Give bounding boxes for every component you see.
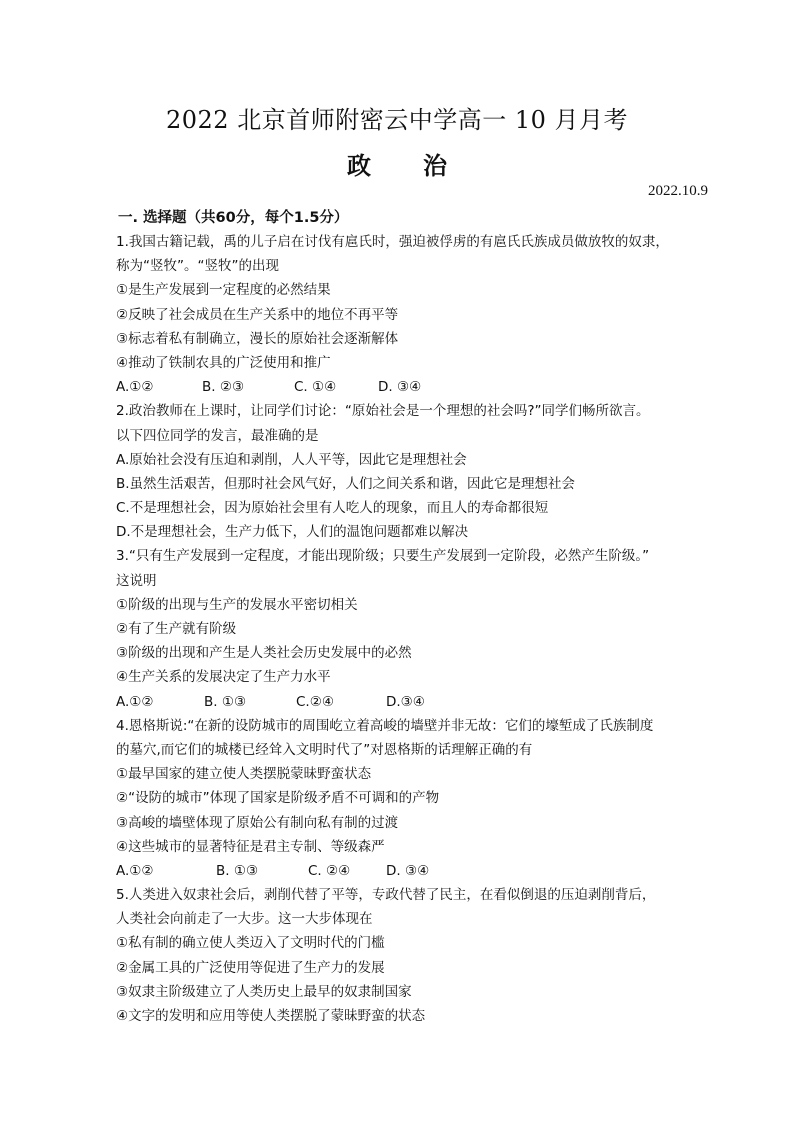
question-item: B.虽然生活艰苦，但那时社会风气好，人们之间关系和谐，因此它是理想社会 xyxy=(116,475,576,492)
option-c: C. ②④ xyxy=(308,862,351,879)
question-item: ①私有制的确立使人类迈入了文明时代的门槛 xyxy=(116,935,385,952)
question-stem-line: 这说明 xyxy=(116,572,157,589)
answer-options xyxy=(116,375,696,399)
option-b: B. ①③ xyxy=(204,693,247,710)
question-item: ①是生产发展到一定程度的必然结果 xyxy=(116,282,331,299)
subject-heading xyxy=(0,146,794,181)
exam-title: 2022 北京首师附密云中学高一 10 月月考 xyxy=(165,106,628,134)
option-d: D. ③④ xyxy=(386,862,430,879)
answer-options xyxy=(116,690,696,714)
question-item: ②金属工具的广泛使用等促进了生产力的发展 xyxy=(116,959,385,976)
question-item: ②有了生产就有阶级 xyxy=(116,621,237,637)
question-stem-line: 1.我国古籍记载，禹的儿子启在讨伐有扈氏时，强迫被俘虏的有扈氏氏族成员做放牧的奴隶， xyxy=(116,234,669,250)
section-heading: 一. 选择题（共60分，每个1.5分） xyxy=(118,210,349,226)
option-d: D. ③④ xyxy=(378,379,422,396)
question-stem-line: 称为“竖牧”。“竖牧”的出现 xyxy=(116,258,279,275)
question-stem-line: 4.恩格斯说:“在新的设防城市的周围屹立着高峻的墙壁并非无故：它们的壕堑成了氏族制度 xyxy=(116,717,654,734)
question-item: ①最早国家的建立使人类摆脱蒙昧野蛮状态 xyxy=(116,766,372,783)
option-c: C.②④ xyxy=(296,693,334,710)
subject-char-2: 治 xyxy=(423,151,447,180)
question-item: ③标志着私有制确立，漫长的原始社会逐渐解体 xyxy=(116,330,399,347)
question-item: D.不是理想社会，生产力低下，人们的温饱问题都难以解决 xyxy=(116,524,469,541)
option-a: A.①② xyxy=(116,379,154,396)
question-item: ④生产关系的发展决定了生产力水平 xyxy=(116,669,331,686)
question-item: A.原始社会没有压迫和剥削，人人平等，因此它是理想社会 xyxy=(116,451,467,468)
option-a: A.①② xyxy=(116,862,154,879)
question-stem-line: 3.“只有生产发展到一定程度，才能出现阶级；只要生产发展到一定阶段，必然产生阶级。” xyxy=(116,548,650,565)
question-4 xyxy=(116,714,696,883)
option-b: B. ①③ xyxy=(216,862,259,879)
exam-date: 2022.10.9 xyxy=(648,183,708,199)
question-1 xyxy=(116,230,696,399)
question-stem-line: 的墓穴,而它们的城楼已经耸入文明时代了”对恩格斯的话理解正确的有 xyxy=(116,741,533,758)
question-item: ③高峻的墙壁体现了原始公有制向私有制的过渡 xyxy=(116,814,399,831)
question-stem-line: 人类社会向前走了一大步。这一大步体现在 xyxy=(116,911,373,928)
question-item: ④这些城市的显著特征是君主专制、等级森严 xyxy=(116,838,385,855)
option-a: A.①② xyxy=(116,693,154,710)
question-stem-line: 2.政治教师在上课时，让同学们讨论：“原始社会是一个理想的社会吗?”同学们畅所欲言。 xyxy=(116,403,650,420)
question-stem-line: 以下四位同学的发言，最准确的是 xyxy=(116,427,319,444)
question-item: C.不是理想社会，因为原始社会里有人吃人的现象，而且人的寿命都很短 xyxy=(116,500,549,517)
subject-char-1: 政 xyxy=(347,151,371,180)
question-item: ①阶级的出现与生产的发展水平密切相关 xyxy=(116,596,358,613)
question-3 xyxy=(116,544,696,713)
question-item: ③阶级的出现和产生是人类社会历史发展中的必然 xyxy=(116,645,412,662)
option-d: D.③④ xyxy=(386,693,425,710)
question-item: ③奴隶主阶级建立了人类历史上最早的奴隶制国家 xyxy=(116,983,412,1000)
question-item: ②“设防的城市”体现了国家是阶级矛盾不可调和的产物 xyxy=(116,790,440,807)
question-5 xyxy=(116,883,696,1028)
option-b: B. ②③ xyxy=(202,379,245,396)
question-item: ②反映了社会成员在生产关系中的地位不再平等 xyxy=(116,306,399,323)
question-stem-line: 5.人类进入奴隶社会后，剥削代替了平等，专政代替了民主，在看似倒退的压迫剥削背后， xyxy=(116,887,656,904)
option-c: C. ①④ xyxy=(294,379,337,396)
question-item: ④文字的发明和应用等使人类摆脱了蒙昧野蛮的状态 xyxy=(116,1008,426,1024)
question-list xyxy=(116,230,696,1028)
answer-options xyxy=(116,859,696,883)
question-2 xyxy=(116,399,696,544)
question-item: ④推动了铁制农具的广泛使用和推广 xyxy=(116,354,331,371)
